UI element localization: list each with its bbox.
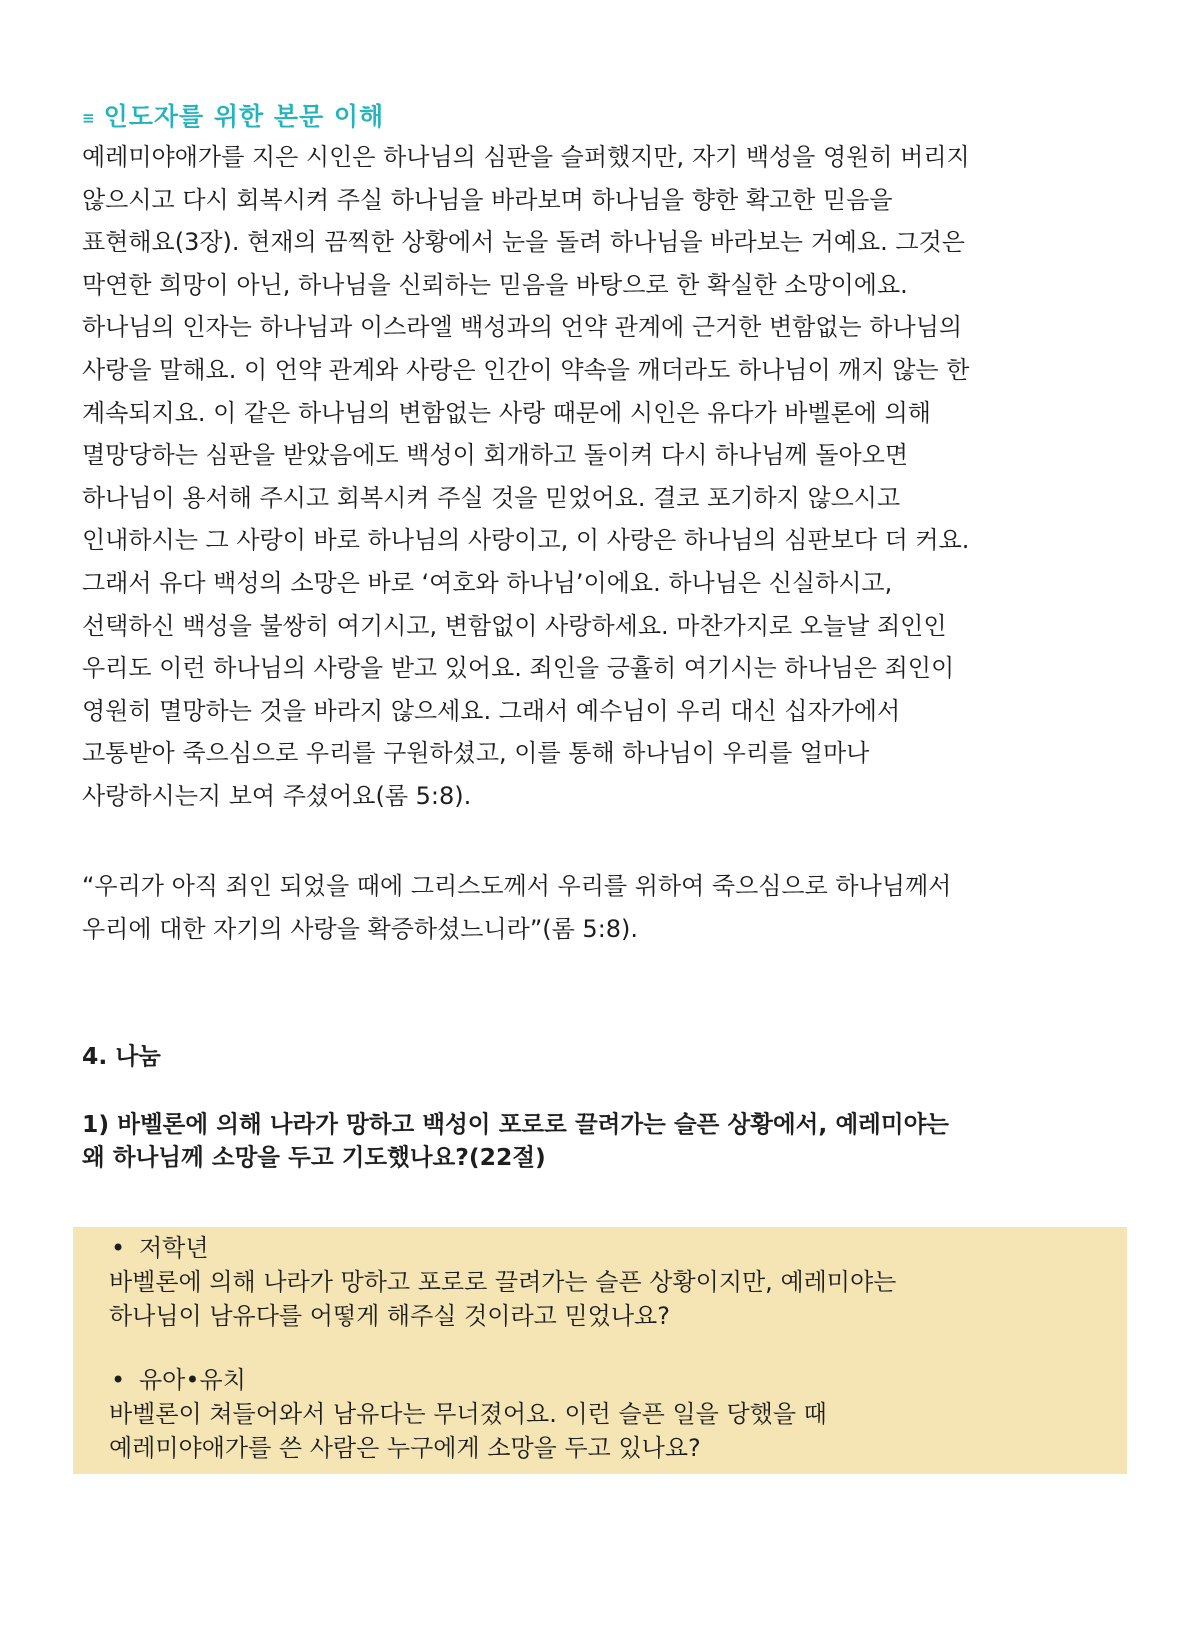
body-line: 사랑을 말해요. 이 언약 관계와 사랑은 인간이 약속을 깨더라도 하나님이 깨지 않는 한	[82, 355, 970, 384]
body-line: 않으시고 다시 회복시켜 주실 하나님을 바라보며 하나님을 향한 확고한 믿음을	[82, 185, 893, 214]
group-label: 유아•유치	[139, 1366, 246, 1394]
body-line: 우리도 이런 하나님의 사랑을 받고 있어요. 죄인을 긍휼히 여기시는 하나님은 죄인이	[82, 654, 955, 683]
body-line: 표현해요(3장). 현재의 끔찍한 상황에서 눈을 돌려 하나님을 바라보는 거예요. 그것은	[82, 228, 965, 257]
body-line: 막연한 희망이 아닌, 하나님을 신뢰하는 믿음을 바탕으로 한 확실한 소망이에요.	[82, 270, 908, 299]
section-heading	[82, 97, 384, 133]
sharing-question	[82, 1108, 949, 1174]
sharing-title: 4. 나눔	[82, 1042, 161, 1070]
body-line: 하나님이 용서해 주시고 회복시켜 주실 것을 믿었어요. 결코 포기하지 않으시고	[82, 483, 901, 512]
bullet-icon: •	[111, 1234, 126, 1262]
body-line: 계속되지요. 이 같은 하나님의 변함없는 사랑 때문에 시인은 유다가 바벨론에 의해	[82, 398, 931, 427]
body-paragraph	[82, 136, 1172, 818]
question-line: 왜 하나님께 소망을 두고 기도했나요?(22절)	[82, 1143, 546, 1171]
quote-line: 우리에 대한 자기의 사랑을 확증하셨느니라”(롬 5:8).	[82, 914, 639, 943]
group-line: 하나님이 남유다를 어떻게 해주실 것이라고 믿었나요?	[109, 1302, 670, 1330]
body-line: 인내하시는 그 사랑이 바로 하나님의 사랑이고, 이 사랑은 하나님의 심판보다 더 커요.	[82, 526, 970, 555]
group-line: 바벨론에 의해 나라가 망하고 포로로 끌려가는 슬픈 상황이지만, 예레미야는	[109, 1268, 897, 1296]
body-line: 그래서 유다 백성의 소망은 바로 ‘여호와 하나님’이에요. 하나님은 신실하시고,	[82, 568, 893, 597]
section-heading-title: 인도자를 위한 본문 이해	[103, 102, 385, 131]
group-label-row	[109, 1363, 827, 1397]
age-group-box	[73, 1227, 1127, 1474]
body-line: 영원히 멸망하는 것을 바라지 않으세요. 그래서 예수님이 우리 대신 십자가에서	[82, 696, 901, 725]
question-line: 1) 바벨론에 의해 나라가 망하고 백성이 포로로 끌려가는 슬픈 상황에서, 예레미야는	[82, 1110, 949, 1138]
group-line: 예레미야애가를 쓴 사람은 누구에게 소망을 두고 있나요?	[109, 1434, 701, 1462]
bullet-icon: •	[111, 1366, 126, 1394]
group-line: 바벨론이 쳐들어와서 남유다는 무너졌어요. 이런 슬픈 일을 당했을 때	[109, 1400, 827, 1428]
group-preschool	[109, 1363, 827, 1465]
body-line: 사랑하시는지 보여 주셨어요(롬 5:8).	[82, 781, 472, 810]
scripture-quote	[82, 865, 1172, 950]
group-label-row	[109, 1231, 896, 1265]
body-line: 하나님의 인자는 하나님과 이스라엘 백성과의 언약 관계에 근거한 변함없는 하나님의	[82, 313, 963, 342]
body-line: 멸망당하는 심판을 받았음에도 백성이 회개하고 돌이켜 다시 하나님께 돌아오면	[82, 441, 909, 470]
group-lower-grades	[109, 1231, 896, 1333]
body-line: 예레미야애가를 지은 시인은 하나님의 심판을 슬퍼했지만, 자기 백성을 영원히 버리지	[82, 143, 970, 171]
menu-lines-icon: ≡	[82, 109, 96, 127]
body-line: 고통받아 죽으심으로 우리를 구원하셨고, 이를 통해 하나님이 우리를 얼마나	[82, 739, 870, 768]
group-label: 저학년	[139, 1234, 209, 1262]
body-line: 선택하신 백성을 불쌍히 여기시고, 변함없이 사랑하세요. 마찬가지로 오늘날 죄인인	[82, 611, 947, 640]
quote-line: “우리가 아직 죄인 되었을 때에 그리스도께서 우리를 위하여 죽으심으로 하나님께서	[82, 872, 952, 900]
